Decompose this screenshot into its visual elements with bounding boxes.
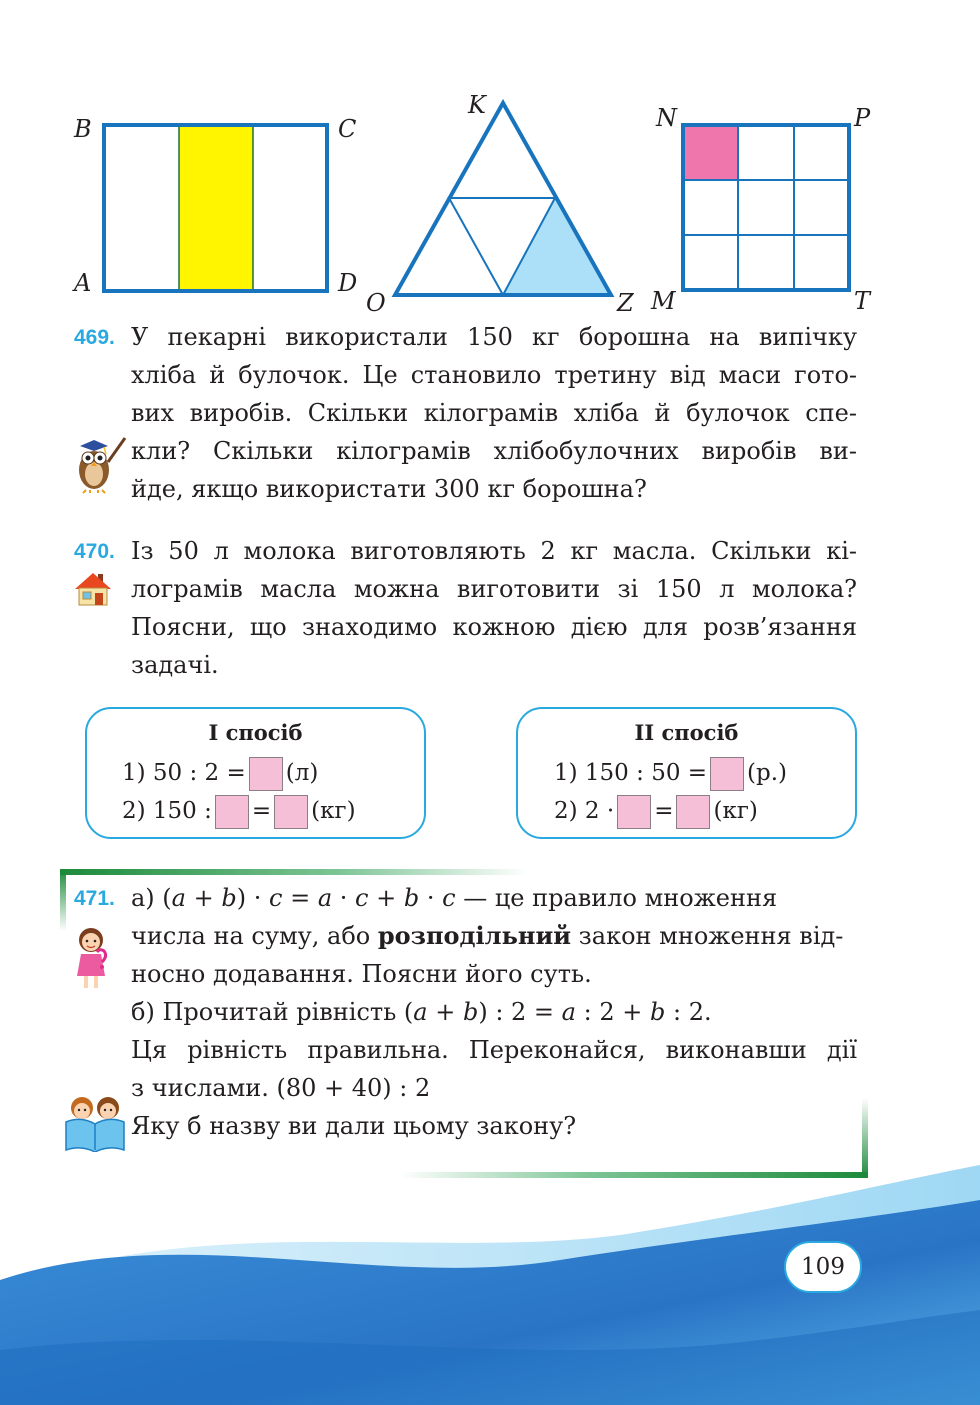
t471-mid: ) · [236, 884, 269, 912]
method-2-step-1 [554, 757, 787, 791]
task-471-line-2 [131, 921, 843, 951]
task-471-number: 471. [74, 887, 115, 910]
var-b: b [462, 998, 479, 1026]
t471-plus: + [185, 884, 222, 912]
label-o: O [366, 289, 386, 317]
t471-b-mid2: : 2 + [575, 998, 650, 1026]
label-n: N [656, 104, 677, 132]
task-470-number: 470. [74, 540, 115, 563]
var-c: c [268, 884, 283, 912]
label-z: Z [617, 289, 634, 317]
task-470-line-2: лограмів масла можна виготовити зі 150 л молока? [131, 575, 857, 603]
task-469-line-2: хліба й булочок. Це становило третину від маси гото- [131, 361, 857, 389]
triangle-koz [395, 103, 611, 295]
answer-cell[interactable] [676, 795, 710, 829]
method-2-step-1-unit: (р.) [747, 760, 788, 786]
answer-cell[interactable] [710, 757, 744, 791]
var-a: a [413, 998, 428, 1026]
task-470-line-1: Із 50 л молока виготовляють 2 кг масла. Скільки кі- [131, 537, 857, 565]
t471-a-prefix: а) ( [131, 884, 172, 912]
label-c: C [338, 115, 357, 143]
var-c: c [355, 884, 369, 912]
task-469-line-5: йде, якщо використати 300 кг борошна? [131, 475, 647, 503]
t471-b-end: : 2. [665, 998, 712, 1026]
var-b: b [649, 998, 666, 1026]
method-2-step-2-expr: 2) 2 · [554, 798, 615, 824]
label-d: D [338, 269, 358, 297]
var-a: a [171, 884, 186, 912]
method-2-step-1-expr: 1) 150 : 50 = [554, 760, 708, 786]
t471-line2-pre: числа на суму, або [131, 922, 378, 950]
method-1-step-1 [122, 757, 318, 791]
label-b: B [74, 115, 92, 143]
house-icon [73, 571, 113, 607]
t471-b-mid: ) : 2 = [478, 998, 562, 1026]
geometry-figures [0, 0, 980, 330]
square-nptm [683, 125, 849, 290]
label-p: P [854, 104, 871, 132]
task-469-line-4: кли? Скільки кілограмів хлібобулочних виробів ви- [131, 437, 857, 465]
task-470-line-4: задачі. [131, 651, 219, 679]
method-2-step-2-eq: = [654, 798, 674, 824]
method-1-step-2-expr: 2) 150 : [122, 798, 212, 824]
method-1-step-2-unit: (кг) [311, 798, 356, 824]
t471-bold-term: розподільний [377, 921, 572, 950]
answer-cell[interactable] [617, 795, 651, 829]
method-2-step-2 [554, 795, 758, 829]
task-471-line-6: з числами. (80 + 40) : 2 [131, 1074, 431, 1102]
answer-cell[interactable] [274, 795, 308, 829]
answer-cell[interactable] [215, 795, 249, 829]
method-2-step-2-unit: (кг) [713, 798, 758, 824]
method-1-step-1-expr: 1) 50 : 2 = [122, 760, 246, 786]
var-a: a [561, 998, 576, 1026]
label-a: A [74, 269, 92, 297]
task-469-number: 469. [74, 326, 115, 349]
t471-b-plus: + [427, 998, 463, 1026]
method-1-step-1-unit: (л) [285, 760, 319, 786]
method-1-title: І спосіб [208, 720, 303, 745]
task-471-line-5: Ця рівність правильна. Переконайся, виконавши дії [131, 1036, 857, 1064]
frame-top-bar [60, 869, 528, 875]
t471-a-rest: — це правило множення [455, 884, 778, 912]
t471-line2-post: закон множення від- [571, 922, 844, 950]
rectangle-abcd [104, 125, 327, 291]
method-2-title: ІІ спосіб [634, 720, 739, 745]
method-1-step-2 [122, 795, 356, 829]
t471-dot: · [332, 884, 356, 912]
owl-teacher-icon [70, 432, 128, 494]
task-471-line-7: Яку б назву ви дали цьому закону? [131, 1112, 577, 1140]
var-b: b [221, 884, 237, 912]
label-k: K [468, 91, 486, 119]
t471-dot: · [419, 884, 443, 912]
method-2-box [516, 707, 857, 839]
task-469-line-1: У пекарні використали 150 кг борошна на випічку [131, 323, 857, 351]
method-1-box [85, 707, 426, 839]
var-b: b [403, 884, 420, 912]
page-number: 109 [784, 1241, 862, 1293]
t471-eq: = [282, 884, 318, 912]
t471-plus: + [368, 884, 404, 912]
task-471-line-b [131, 997, 712, 1027]
var-a: a [317, 884, 333, 912]
task-471-line-a [131, 883, 777, 913]
answer-cell[interactable] [249, 757, 283, 791]
task-470-line-3: Поясни, що знаходимо кожною дією для розв’язання [131, 613, 857, 641]
method-1-step-2-eq: = [251, 798, 272, 824]
task-471-line-3: носно додавання. Поясни його суть. [131, 960, 592, 988]
frame-left-bar [60, 869, 66, 931]
task-469-line-3: вих виробів. Скільки кілограмів хліба й булочок спе- [131, 399, 857, 427]
girl-question-icon [72, 924, 112, 992]
label-m: M [651, 287, 676, 315]
var-c: c [442, 884, 456, 912]
label-t: T [854, 287, 871, 315]
t471-b-pre: б) Прочитай рівність ( [131, 998, 414, 1026]
